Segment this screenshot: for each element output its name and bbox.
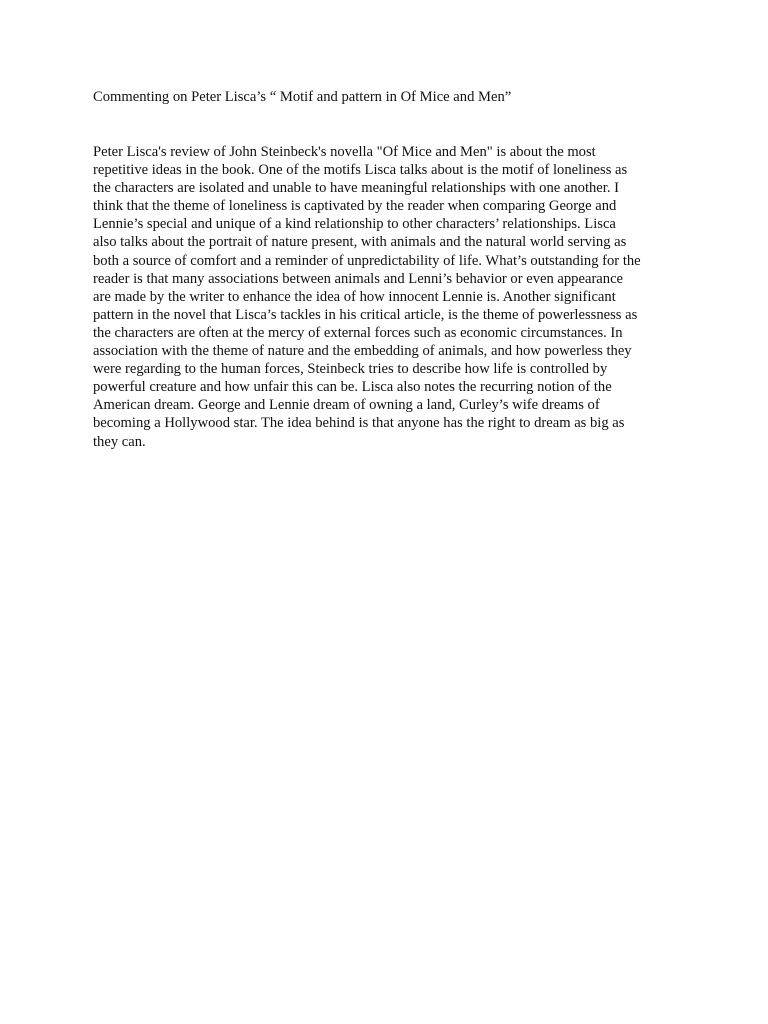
- body-line: also talks about the portrait of nature present, with animals and the natural world serving as: [93, 234, 627, 251]
- body-line: the characters are often at the mercy of external forces such as economic circumstances. In: [93, 324, 623, 341]
- body-line: pattern in the novel that Lisca’s tackles in his critical article, is the theme of powerlessness as: [93, 306, 638, 323]
- body-line: Peter Lisca's review of John Steinbeck's novella "Of Mice and Men" is about the most: [93, 144, 596, 160]
- body-line: American dream. George and Lennie dream of owning a land, Curley’s wife dreams of: [93, 397, 600, 414]
- body-line: repetitive ideas in the book. One of the motifs Lisca talks about is the motif of loneliness as: [93, 162, 628, 179]
- body-line: the characters are isolated and unable to have meaningful relationships with one another. I: [93, 180, 619, 197]
- body-line: both a source of comfort and a reminder of unpredictability of life. What’s outstanding for the: [93, 252, 641, 269]
- body-line: reader is that many associations between animals and Lenni’s behavior or even appearance: [93, 270, 624, 287]
- document-title: Commenting on Peter Lisca’s “ Motif and pattern in Of Mice and Men”: [93, 89, 512, 105]
- document-body: [93, 143, 693, 451]
- body-line: are made by the writer to enhance the idea of how innocent Lennie is. Another significant: [93, 288, 616, 305]
- body-line: association with the theme of nature and the embedding of animals, and how powerless they: [93, 343, 632, 360]
- body-line: were regarding to the human forces, Steinbeck tries to describe how life is controlled by: [93, 361, 608, 378]
- body-line: becoming a Hollywood star. The idea behind is that anyone has the right to dream as big as: [93, 415, 625, 432]
- body-line: Lennie’s special and unique of a kind relationship to other characters’ relationships. Lisca: [93, 216, 616, 233]
- body-line: they can.: [93, 433, 146, 450]
- body-line: think that the theme of loneliness is captivated by the reader when comparing George and: [93, 198, 617, 215]
- body-line: powerful creature and how unfair this can be. Lisca also notes the recurring notion of the: [93, 379, 612, 396]
